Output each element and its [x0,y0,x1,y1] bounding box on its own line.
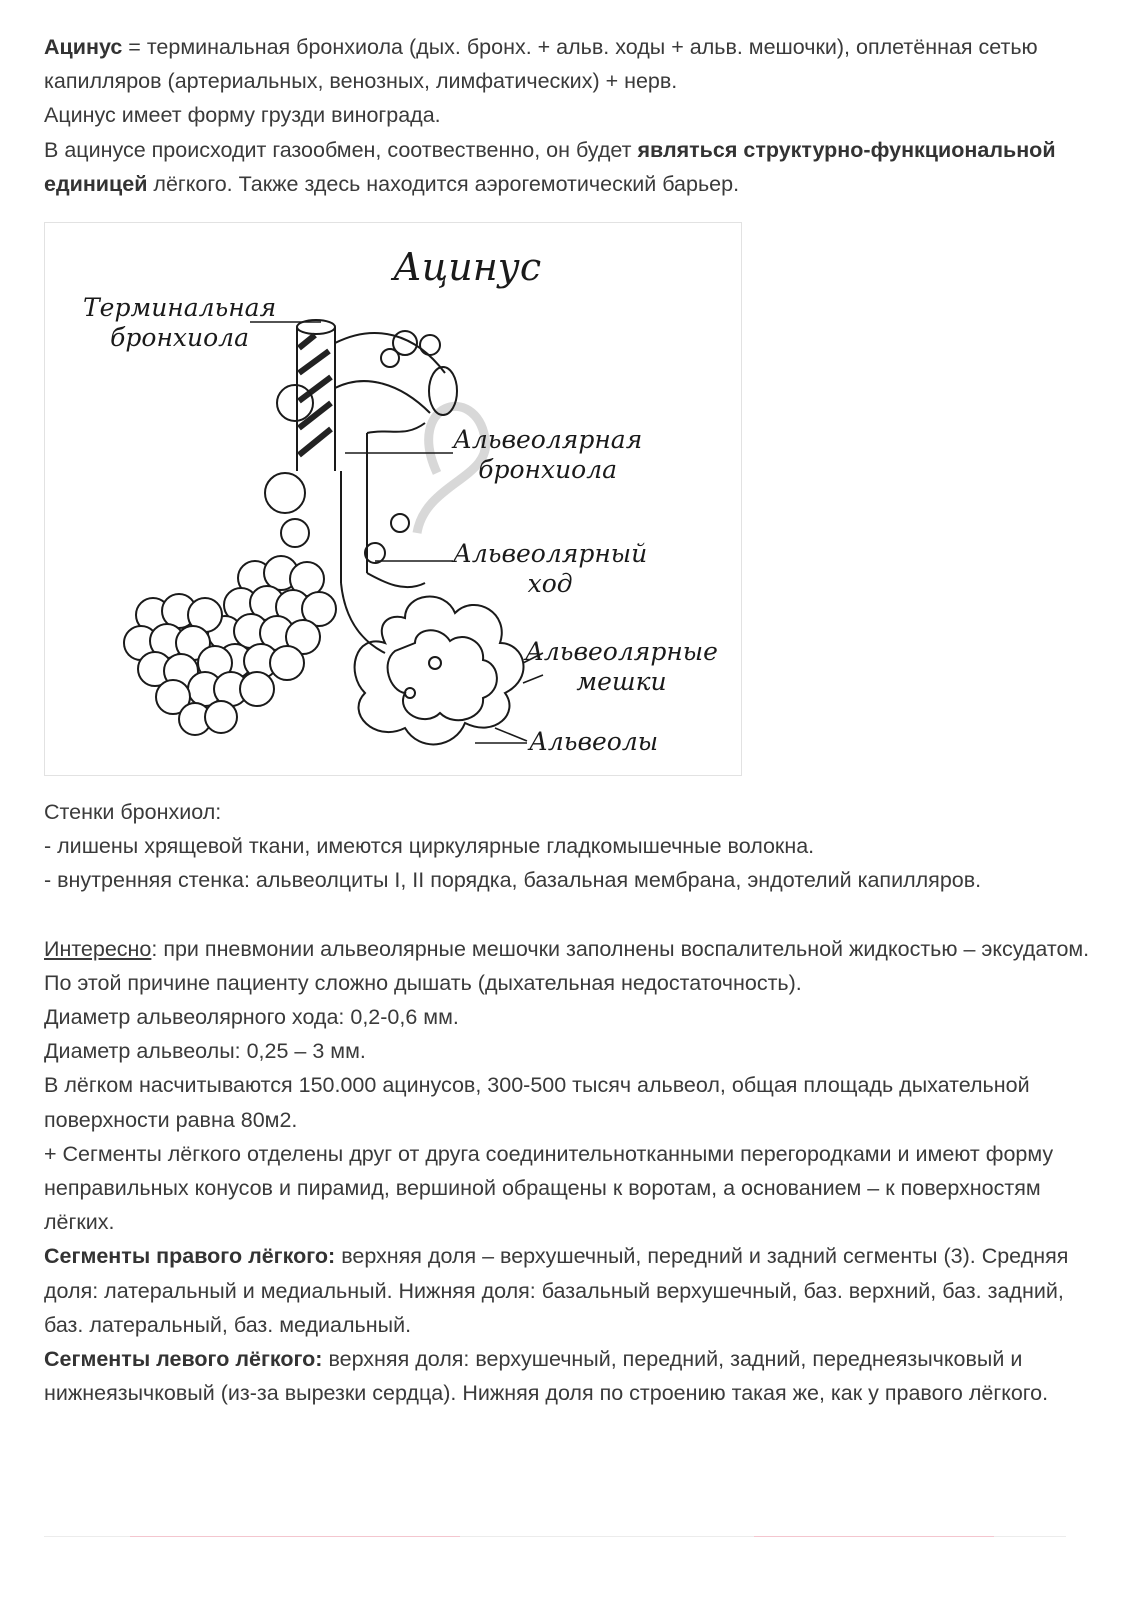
label-alveolar-bronchiole: Альвеолярная бронхиола [453,425,643,485]
duct-diameter: Диаметр альвеолярного хода: 0,2-0,6 мм. [44,1005,459,1030]
label-terminal-bronchiole: Терминальная бронхиола [83,293,277,353]
label-alveoli: Альвеолы [529,727,659,757]
alveolus-diameter: Диаметр альвеолы: 0,25 – 3 мм. [44,1039,366,1064]
acinus-shape: Ацинус имеет форму грузди винограда. [44,103,441,128]
label-alveolar-duct: Альвеолярный ход [453,539,648,599]
label-alveolar-sacs: Альвеолярные мешки [525,637,718,697]
interesting-fact: Интересно: при пневмонии альвеолярные мешочки заполнены воспалительной жидкостью – эксудатом. По этой причине пациенту сложно дышать (дыхательная недостаточность). [44,936,1090,995]
page-divider [44,1536,1066,1537]
walls-item-1: - лишены хрящевой ткани, имеются циркулярные гладкомышечные волокна. [44,834,815,859]
acinus-function: В ацинусе происходит газообмен, соотвественно, он будет являться структурно-функциональной единицей лёгкого. Также здесь находится аэрогемотический барьер. [44,137,1056,196]
spacer [44,898,1094,932]
walls-heading: Стенки бронхиол: [44,800,222,825]
acinus-term: Ацинус [44,35,123,59]
acinus-figure [44,222,742,776]
acinus-definition: Ацинус = терминальная бронхиола (дых. бронх. + альв. ходы + альв. мешочки), оплетённая сетью капилляров (артериальных, венозных, лимфатических) + нерв. [44,35,1038,94]
right-lung-segments: Сегменты правого лёгкого: верхняя доля – верхушечный, передний и задний сегменты (3). Средняя доля: латеральный и медиальный. Нижняя доля: базальный верхушечный, баз. верхний, баз. задний, баз. латеральный, баз. медиальный. [44,1244,1069,1337]
document-page [44,30,1094,1410]
left-lung-segments: Сегменты левого лёгкого: верхняя доля: верхушечный, передний, задний, переднеязычковый и нижнеязычковый (из-за вырезки сердца). Нижняя доля по строению такая же, как у правого лёгкого. [44,1347,1049,1406]
lung-counts: В лёгком насчитываются 150.000 ацинусов, 300-500 тысяч альвеол, общая площадь дыхательной поверхности равна 80м2. [44,1073,1030,1132]
figure-title: Ацинус [393,245,542,290]
segments-description: + Сегменты лёгкого отделены друг от друга соединительнотканными перегородками и имеют форму неправильных конусов и пирамид, вершиной обращены к воротам, а основанием – к поверхностям лёгких. [44,1141,1054,1235]
interesting-label: Интересно [44,936,152,961]
walls-item-2: - внутренняя стенка: альвеолциты I, II порядка, базальная мембрана, эндотелий капилляров. [44,868,982,893]
